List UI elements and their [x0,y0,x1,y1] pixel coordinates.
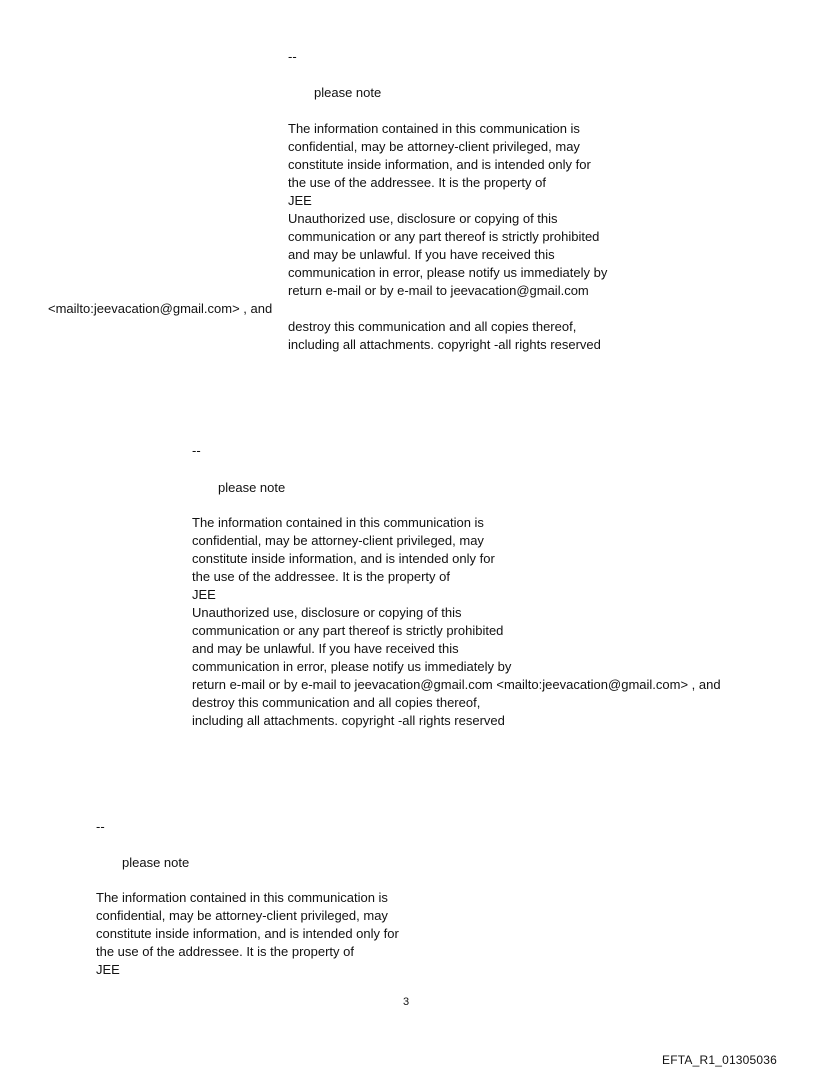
block1-line: communication or any part thereof is strictly prohibited [288,229,600,244]
block1-tail [288,318,601,354]
block1-line: constitute inside information, and is intended only for [288,157,591,172]
block2-line: including all attachments. copyright -all rights reserved [192,713,505,728]
block2-line: confidential, may be attorney-client privileged, may [192,533,484,548]
block2-line: communication or any part thereof is strictly prohibited [192,623,504,638]
block2-please-note: please note [218,480,286,495]
block3-line: the use of the addressee. It is the property of [96,944,354,959]
block2-line: The information contained in this communication is [192,515,484,530]
block1-please-note: please note [314,85,382,100]
block1-line: Unauthorized use, disclosure or copying of this [288,211,558,226]
block3-line: constitute inside information, and is intended only for [96,926,399,941]
block1-separator: -- [288,49,297,64]
block1-line: The information contained in this communication is [288,121,580,136]
document-id: EFTA_R1_01305036 [662,1053,778,1067]
block1-line: confidential, may be attorney-client privileged, may [288,139,580,154]
block3-body [96,889,399,979]
block2-line: and may be unlawful. If you have received this [192,641,459,656]
block2-line: constitute inside information, and is intended only for [192,551,495,566]
block3-separator: -- [96,819,105,834]
block2-line: return e-mail or by e-mail to jeevacation@gmail.com <mailto:jeevacation@gmail.com> , and [192,677,721,692]
block3-line: confidential, may be attorney-client privileged, may [96,908,388,923]
block2-body [192,514,721,730]
block2-line: destroy this communication and all copies thereof, [192,695,481,710]
block1-line: the use of the addressee. It is the property of [288,175,546,190]
block2-line: the use of the addressee. It is the property of [192,569,450,584]
block1-tail-line: including all attachments. copyright -all rights reserved [288,337,601,352]
block1-body [288,120,607,300]
block3-line: The information contained in this communication is [96,890,388,905]
block2-line: communication in error, please notify us immediately by [192,659,512,674]
block3-line: JEE [96,962,120,977]
block2-separator: -- [192,443,201,458]
block1-tail-line: destroy this communication and all copies thereof, [288,319,577,334]
block1-line: JEE [288,193,312,208]
page-number: 3 [403,996,410,1008]
block2-line: JEE [192,587,216,602]
block2-line: Unauthorized use, disclosure or copying of this [192,605,462,620]
block1-line: communication in error, please notify us immediately by [288,265,608,280]
block1-mailto-link[interactable]: <mailto:jeevacation@gmail.com> , and [48,301,273,316]
block1-line: and may be unlawful. If you have received this [288,247,555,262]
block3-please-note: please note [122,855,190,870]
block1-line: return e-mail or by e-mail to jeevacation@gmail.com [288,283,589,298]
